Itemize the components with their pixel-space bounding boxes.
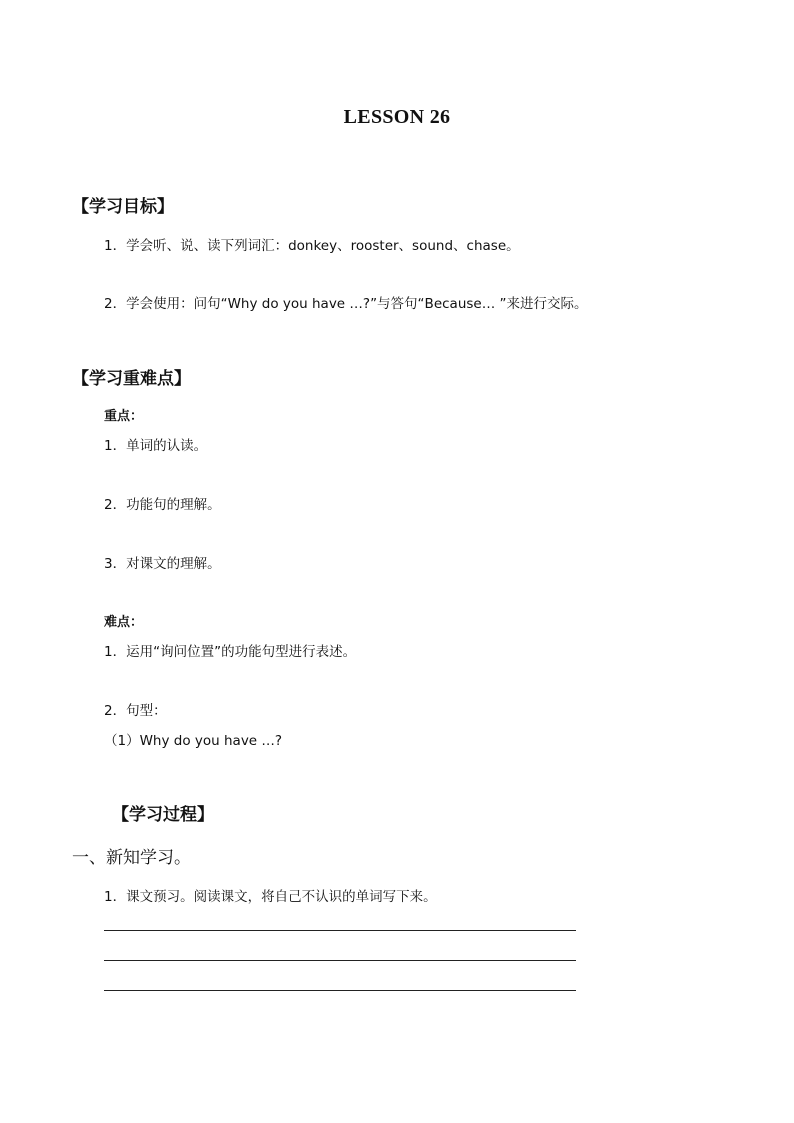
sentence-pattern-1: （1）Why do you have …?	[104, 733, 283, 749]
answer-line-3	[104, 990, 576, 991]
section-new-learning: 一、新知学习。	[72, 848, 191, 868]
objectives-heading: 【学习目标】	[72, 197, 174, 217]
objective-item-2: 2．学会使用：问句“Why do you have …?”与答句“Because… ”来进行交际。	[104, 296, 588, 312]
focus-item-2: 2．功能句的理解。	[104, 497, 221, 513]
difficulty-label: 难点：	[104, 615, 144, 630]
objective-item-1: 1．学会听、说、读下列词汇：donkey、rooster、sound、chase。	[104, 238, 520, 254]
answer-line-2	[104, 960, 576, 961]
focus-item-3: 3．对课文的理解。	[104, 556, 221, 572]
process-heading: 【学习过程】	[112, 805, 214, 825]
difficulty-item-2: 2．句型：	[104, 703, 167, 719]
difficulty-item-1: 1．运用“询问位置”的功能句型进行表述。	[104, 644, 357, 660]
task-1: 1．课文预习。阅读课文，将自己不认识的单词写下来。	[104, 889, 437, 905]
answer-line-1	[104, 930, 576, 931]
focus-item-1: 1．单词的认读。	[104, 438, 208, 454]
key-points-heading: 【学习重难点】	[72, 369, 191, 389]
page-title: LESSON 26	[343, 106, 451, 128]
focus-label: 重点：	[104, 409, 144, 424]
